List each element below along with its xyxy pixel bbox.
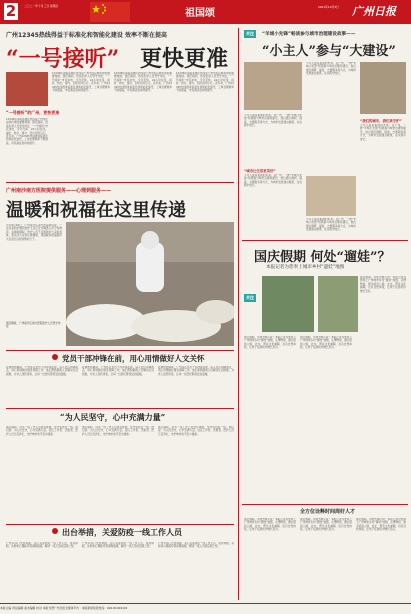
article5-headline: 出台举措，关爱防疫一线工作人员 [62,527,182,537]
box-body-col3: 国庆假期，带娃去哪儿玩？本报记者为您奉上广州城市乡村“遛娃”地图，从博物馆、图书馆到公园、农庄，既有文化熏陶，也有自然体验，让孩子在游玩中增长见识。 [356,518,406,532]
article4-body-col1: 国庆期间，许多一线工作人员放弃休假，坚守在抗疫一线。他们说：为人民坚守，心中充满力量。社区工作者、志愿者、医护人员日夜奔忙，守护城市的平安与健康。 [6,426,78,436]
article6-body-col1b: 少年儿童是祖国的未来。在广州，一群“羊城小先锋”积极参与城市治理和建设，他们通过调研、提案、志愿服务等方式，为城市发展建言献策，在实践中成长。 [244,174,302,188]
article6-quote-1: “城市让生活更美好” [244,169,276,173]
article1-photo [6,72,48,106]
article6-tag: 关注 [246,31,254,36]
article4-body-col3: 国庆期间，许多一线工作人员放弃休假，坚守在抗疫一线。他们说：为人民坚守，心中充满力量。社区工作者、志愿者、医护人员日夜奔忙，守护城市的平安与健康。 [158,426,234,436]
column-divider [238,28,239,600]
article1-body-col2: 12345政务服务便民热线是广州市民反映诉求的重要渠道。国庆期间，热线坐席人员坚守岗位，“一号接听”市民来电，全年无休、24小时在线，接听、转办、督办、回访闭环运行。近年来，广州12345热线推进标准化和智能化建设，工单处理效率不断提高，市民满意度持续提升。 [52,72,110,93]
page-number: 2 [5,2,17,20]
box-body-col1: 国庆假期，带娃去哪儿玩？本报记者为您奉上广州城市乡村“遛娃”地图，从博物馆、图书馆到公园、农庄，既有文化熏陶，也有自然体验，让孩子在游玩中增长见识。 [244,518,296,532]
article1-headline-red: “一号接听” [6,46,120,72]
divider [242,240,408,241]
article2-photo [66,222,234,346]
article7-body-col1: 国庆假期，带娃去哪儿玩？本报记者为您奉上广州城市乡村“遛娃”地图，从博物馆、图书馆到公园、农庄，既有文化熏陶，也有自然体验，让孩子在游玩中增长见识。 [244,336,296,350]
bullet-icon [52,528,58,534]
divider [6,524,234,525]
article7-body-col3: 国庆假期，带娃去哪儿玩？本报记者为您奉上广州城市乡村“遛娃”地图，从博物馆、图书馆到公园、农庄，既有文化熏陶，也有自然体验，让孩子在游玩中增长见识。 [360,276,406,293]
article6-body-col1: 少年儿童是祖国的未来。在广州，一群“羊城小先锋”积极参与城市治理和建设，他们通过调研、提案、志愿服务等方式，为城市发展建言献策，在实践中成长。 [244,114,302,128]
article6-photo-2 [306,176,356,216]
section-title: 祖国颂 [185,8,215,19]
article1-intro-title: “一号接听”的广州，更快更准 [6,110,60,115]
article2-kicker: 广州南沙南方医院提供服务——心理到服务—— [6,188,112,194]
article1-headline-dark: 更快更准 [140,46,229,72]
article6-kicker: “羊城小先锋”畅谈参与城市治理建设故事—— [262,32,356,37]
divider [6,182,234,183]
article7-photo-1 [262,276,314,332]
article5-body-col3: 广州多部门出台举措，关心关爱防疫一线工作人员，落实休假、补助和心理疏导等保障措施，解决一线人员的后顾之忧。 [158,542,234,549]
article6-body-col2: 少年儿童是祖国的未来。在广州，一群“羊城小先锋”积极参与城市治理和建设，他们通过调研、提案、志愿服务等方式，为城市发展建言献策，在实践中成长。 [306,62,356,76]
article6-headline: “小主人”参与“大建设” [262,44,396,59]
article2-headline: 温暖和祝福在这里传递 [6,200,186,221]
article1-body-col4: 12345政务服务便民热线是广州市民反映诉求的重要渠道。国庆期间，热线坐席人员坚守岗位，“一号接听”市民来电，全年无休、24小时在线，接听、转办、督办、回访闭环运行。近年来，广州12345热线推进标准化和智能化建设，工单处理效率不断提高，市民满意度持续提升。 [176,72,234,93]
divider [242,504,408,505]
article1-body-col1: 12345政务服务便民热线是广州市民反映诉求的重要渠道。国庆期间，热线坐席人员坚守岗位，“一号接听”市民来电，全年无休、24小时在线，接听、转办、督办、回访闭环运行。近年来，广州12345热线推进标准化和智能化建设，工单处理效率不断提高，市民满意度持续提升。 [6,118,48,145]
article2-body: 今年9月18日，广州南沙区南方医院病房里，一位身着防护服的医护人员正在为隔离人员分发物资。在隔离期间，医护人员不仅照顾好大家的身体，更关注大家的心理健康，用温暖和祝福陪伴大家度过这段特殊的日子。 [6,224,62,241]
article7-photo-2 [318,276,358,332]
article5-body-col1: 广州多部门出台举措，关心关爱防疫一线工作人员，落实休假、补助和心理疏导等保障措施，解决一线人员的后顾之忧。 [6,542,78,549]
newspaper-logo: 广州日报 [352,5,396,18]
article7-headline: 国庆假期 何处“遛娃”？ [254,250,391,265]
article7-subhead: 本报记者为您奉上城市乡村“遛娃”地图 [266,265,345,270]
article1-kicker: 广州12345热线得益于标准化和智能化建设 效率不断在提高 [6,32,167,39]
article4-body-col2: 国庆期间，许多一线工作人员放弃休假，坚守在抗疫一线。他们说：为人民坚守，心中充满力量。社区工作者、志愿者、医护人员日夜奔忙，守护城市的平安与健康。 [82,426,154,436]
article3-body-col3: 疫情防控期间，广州各区党员干部冲锋在前，深入社区和隔离点，用心用情做好服务保障工作。他们帮助隔离人员解决生活困难，为老人送药送菜，让每一位居民都感受到温暖。 [158,366,234,376]
flag-icon [90,2,130,22]
masthead-date-right: 2021年10月3日 [318,5,339,9]
article3-headline: 党员干部冲锋在前，用心用情做好人文关怀 [62,354,205,363]
article6-body-col2b: 少年儿童是祖国的未来。在广州，一群“羊城小先锋”积极参与城市治理和建设，他们通过调研、提案、志愿服务等方式，为城市发展建言献策，在实践中成长。 [306,218,356,232]
article6-photo-3 [360,62,406,114]
article7-box-title: 全方位诠释时间周好人才 [300,509,356,515]
masthead-date-left: 二〇二一年十月三日 星期日 [24,4,59,8]
article6-body-col3: 少年儿童是祖国的未来。在广州，一群“羊城小先锋”积极参与城市治理和建设，他们通过调研、提案、志愿服务等方式，为城市发展建言献策，在实践中成长。 [360,124,406,141]
article2-caption: 国庆期间，广州南沙区南方医院医护人员坚守岗位 [6,322,61,329]
article6-photo-1 [244,62,302,110]
article7-tag: 关注 [246,295,254,300]
page-footer: 本版主编 责任编辑 美术编辑 校对 本版刊登广州日报全媒体平台 · 本版新闻线索热线：020-81919191 [0,603,411,614]
article7-body-col2: 国庆假期，带娃去哪儿玩？本报记者为您奉上广州城市乡村“遛娃”地图，从博物馆、图书馆到公园、农庄，既有文化熏陶，也有自然体验，让孩子在游玩中增长见识。 [300,336,352,350]
article6-quote-2: “我们的城市，我们来守护” [360,119,402,123]
divider [6,350,234,351]
article5-body-col2: 广州多部门出台举措，关心关爱防疫一线工作人员，落实休假、补助和心理疏导等保障措施，解决一线人员的后顾之忧。 [82,542,154,549]
article3-body-col2: 疫情防控期间，广州各区党员干部冲锋在前，深入社区和隔离点，用心用情做好服务保障工作。他们帮助隔离人员解决生活困难，为老人送药送菜，让每一位居民都感受到温暖。 [82,366,154,376]
box-body-col2: 国庆假期，带娃去哪儿玩？本报记者为您奉上广州城市乡村“遛娃”地图，从博物馆、图书馆到公园、农庄，既有文化熏陶，也有自然体验，让孩子在游玩中增长见识。 [300,518,352,532]
divider [6,408,234,409]
article3-body-col1: 疫情防控期间，广州各区党员干部冲锋在前，深入社区和隔离点，用心用情做好服务保障工作。他们帮助隔离人员解决生活困难，为老人送药送菜，让每一位居民都感受到温暖。 [6,366,78,376]
bullet-icon [52,354,58,360]
article1-body-col3: 12345政务服务便民热线是广州市民反映诉求的重要渠道。国庆期间，热线坐席人员坚守岗位，“一号接听”市民来电，全年无休、24小时在线，接听、转办、督办、回访闭环运行。近年来，广州12345热线推进标准化和智能化建设，工单处理效率不断提高，市民满意度持续提升。 [114,72,172,93]
article4-headline: “为人民坚守，心中充满力量” [60,412,166,422]
